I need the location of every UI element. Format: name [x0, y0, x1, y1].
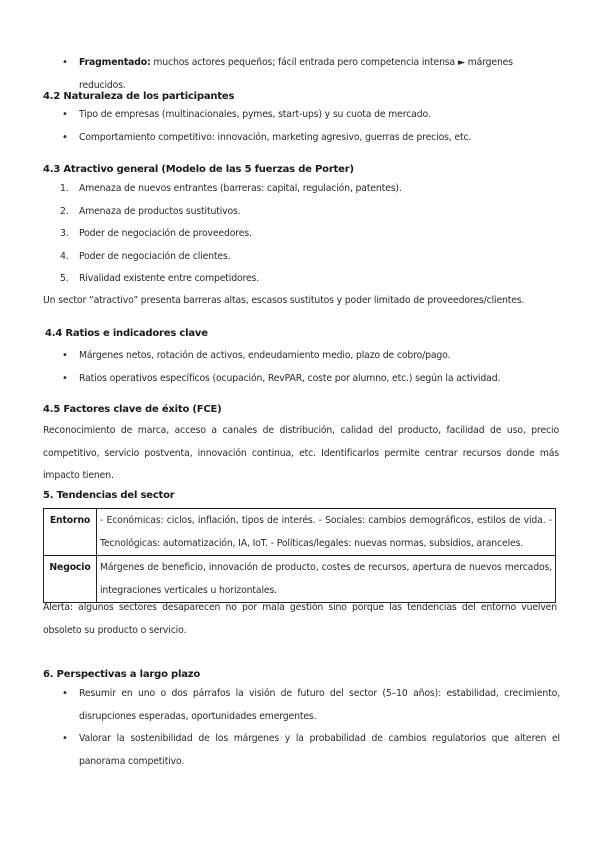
table-row — [44, 509, 556, 556]
outlook-list — [0, 683, 600, 773]
key-success-factors-text: Reconocimiento de marca, acceso a canales de distribución, calidad del producto, facilidad de uso, precio competitivo, servicio postventa, innovación continua, etc. Identificarlos permite centrar recursos donde más impacto tienen. — [43, 425, 559, 481]
list-item — [0, 683, 600, 728]
list-item — [0, 104, 600, 127]
list-item-text: Amenaza de nuevos entrantes (barreras: capital, regulación, patentes). — [79, 183, 402, 194]
list-item-text: Ratios operativos específicos (ocupación, RevPAR, coste por alumno, etc.) según la actividad. — [79, 372, 501, 384]
ratios-list — [0, 345, 600, 390]
porter-forces-list — [0, 178, 600, 291]
attractiveness-note: Un sector “atractivo” presenta barreras altas, escasos sustitutos y poder limitado de proveedores/clientes. — [43, 295, 525, 306]
table-row — [44, 556, 556, 603]
alert-note: Alerta: algunos sectores desaparecen no por mala gestión sino porque las tendencias del entorno vuelven obsoleto su producto o servicio. — [43, 602, 557, 636]
list-item-text: Poder de negociación de clientes. — [79, 250, 231, 262]
list-item — [0, 345, 600, 368]
term-label: Fragmentado: — [79, 57, 151, 68]
list-item-text: Tipo de empresas (multinacionales, pymes, start-ups) y su cuota de mercado. — [79, 109, 431, 120]
table-row-label: Entorno — [44, 509, 97, 556]
table-row-value: - Económicas: ciclos, inflación, tipos de interés. - Sociales: cambios demográficos, estilos de vida. - Tecnológicas: automatización, IA, IoT. - Políticas/legales: nuevas normas, subsidios, aranceles. — [97, 509, 556, 556]
list-item — [0, 127, 600, 150]
list-item — [0, 728, 600, 773]
table-row-label: Negocio — [44, 556, 97, 603]
list-number: 5. — [60, 273, 69, 284]
list-item-text: Comportamiento competitivo: innovación, marketing agresivo, guerras de precios, etc. — [79, 131, 472, 143]
bullet-icon: • — [62, 372, 68, 384]
bullet-icon: • — [62, 350, 68, 361]
list-item-text: Poder de negociación de proveedores. — [79, 228, 252, 239]
section-heading-4-2: 4.2 Naturaleza de los participantes — [43, 91, 235, 102]
list-item — [0, 178, 600, 201]
list-item-text: Valorar la sostenibilidad de los márgenes y la probabilidad de cambios regulatorios que alteren el panorama competitivo. — [79, 733, 560, 767]
bullet-icon: • — [62, 109, 68, 120]
list-number: 1. — [60, 183, 69, 194]
list-item-text: Rivalidad existente entre competidores. — [79, 273, 260, 284]
list-item — [0, 368, 600, 391]
section-heading-4-5: 4.5 Factores clave de éxito (FCE) — [43, 404, 222, 415]
list-number: 2. — [60, 205, 69, 217]
list-item — [0, 268, 600, 291]
list-item — [0, 201, 600, 224]
table-row-value: Márgenes de beneficio, innovación de producto, costes de recursos, apertura de nuevos mercados, integraciones verticales u horizontales. — [97, 556, 556, 603]
bullet-icon: • — [62, 733, 68, 744]
section-heading-4-3: 4.3 Atractivo general (Modelo de las 5 fuerzas de Porter) — [43, 164, 354, 175]
list-number: 3. — [60, 228, 69, 239]
participants-list — [0, 104, 600, 149]
section-heading-6: 6. Perspectivas a largo plazo — [43, 669, 201, 680]
bullet-icon: • — [62, 688, 68, 699]
section-heading-4-4: 4.4 Ratios e indicadores clave — [45, 328, 208, 339]
list-number: 4. — [60, 250, 69, 262]
list-item-text: Resumir en uno o dos párrafos la visión de futuro del sector (5–10 años): estabilidad, crecimiento, disrupciones esperadas, oportunidades emergentes. — [79, 688, 560, 722]
list-item — [0, 246, 600, 269]
term-description: muchos actores pequeños; fácil entrada pero competencia intensa ► márgenes reducidos. — [79, 57, 513, 91]
bullet-icon: • — [62, 131, 68, 143]
list-item-text: Márgenes netos, rotación de activos, endeudamiento medio, plazo de cobro/pago. — [79, 350, 451, 361]
list-item — [0, 223, 600, 246]
list-item-text: Amenaza de productos sustitutivos. — [79, 205, 241, 217]
bullet-icon: • — [62, 57, 68, 68]
section-heading-5: 5. Tendencias del sector — [43, 490, 175, 501]
trends-table — [43, 508, 556, 603]
